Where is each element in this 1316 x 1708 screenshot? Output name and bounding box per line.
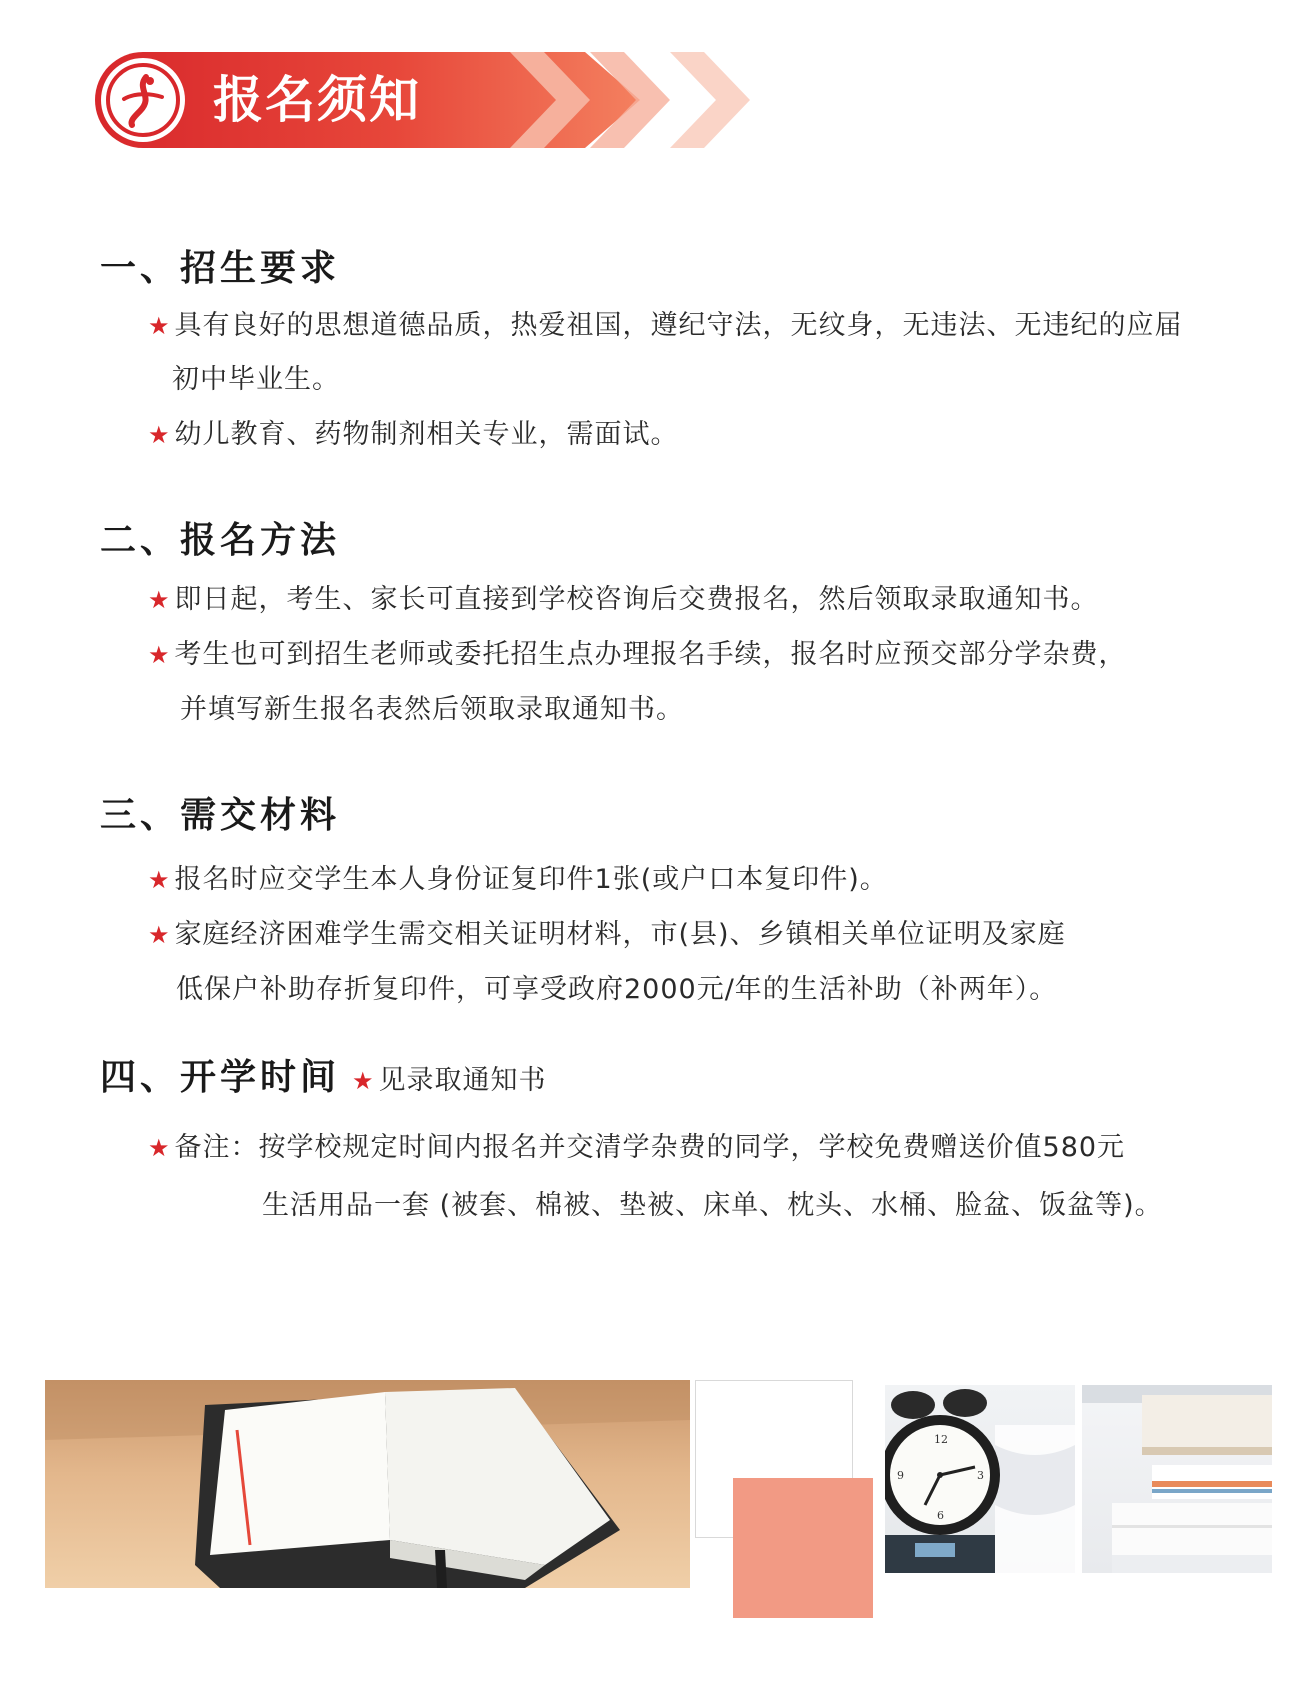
- star-icon: ★: [148, 866, 171, 894]
- chevron-arrow-icon: [510, 52, 590, 148]
- list-item: ★ 即日起，考生、家长可直接到学校咨询后交费报名，然后领取录取通知书。: [148, 584, 1099, 615]
- start-date-note: ★ 见录取通知书: [352, 1065, 547, 1096]
- list-item: ★ 考生也可到招生老师或委托招生点办理报名手续，报名时应预交部分学杂费，: [148, 639, 1127, 670]
- star-icon: ★: [148, 641, 171, 669]
- open-notebook-photo: [45, 1380, 690, 1588]
- list-item: ★ 具有良好的思想道德品质，热爱祖国，遵纪守法，无纹身，无违法、无违纪的应届: [148, 310, 1183, 341]
- alarm-clock-photo: [885, 1385, 1075, 1573]
- header-banner: [95, 52, 795, 148]
- clock-number: 12: [934, 1433, 948, 1446]
- decorative-salmon-block: [733, 1478, 873, 1618]
- section-title-start-date: 四、开学时间 ★ 见录取通知书: [100, 1057, 547, 1098]
- list-item: ★ 家庭经济困难学生需交相关证明材料，市(县)、乡镇相关单位证明及家庭: [148, 919, 1066, 950]
- section-title-requirements: 一、招生要求: [100, 248, 341, 289]
- list-item-continuation: 并填写新生报名表然后领取录取通知书。: [180, 694, 684, 725]
- list-item: ★ 报名时应交学生本人身份证复印件1张(或户口本复印件)。: [148, 864, 888, 895]
- school-logo: [101, 58, 185, 142]
- star-icon: ★: [148, 921, 171, 949]
- star-icon: ★: [148, 421, 171, 449]
- star-icon: ★: [352, 1067, 375, 1095]
- list-item-continuation: 初中毕业生。: [172, 364, 340, 395]
- remark-continuation: 生活用品一套 (被套、棉被、垫被、床单、枕头、水桶、脸盆、饭盆等)。: [262, 1190, 1163, 1221]
- stacked-books-photo: [1082, 1385, 1272, 1573]
- chevron-arrow-icon: [670, 52, 750, 148]
- list-item-continuation: 低保户补助存折复印件，可享受政府2000元/年的生活补助（补两年）。: [176, 974, 1058, 1005]
- section-title-materials: 三、需交材料: [100, 795, 341, 836]
- remark-text: ★ 备注：按学校规定时间内报名并交清学杂费的同学，学校免费赠送价值580元: [148, 1132, 1126, 1163]
- logo-emblem-icon: [106, 63, 180, 137]
- banner-title: 报名须知: [213, 70, 421, 129]
- clock-number: 9: [897, 1469, 904, 1482]
- section-title-method: 二、报名方法: [100, 520, 341, 561]
- clock-number: 3: [977, 1469, 984, 1482]
- star-icon: ★: [148, 312, 171, 340]
- chevron-arrow-icon: [590, 52, 670, 148]
- star-icon: ★: [148, 586, 171, 614]
- clock-number: 6: [937, 1509, 944, 1522]
- star-icon: ★: [148, 1134, 171, 1162]
- list-item: ★ 幼儿教育、药物制剂相关专业，需面试。: [148, 419, 679, 450]
